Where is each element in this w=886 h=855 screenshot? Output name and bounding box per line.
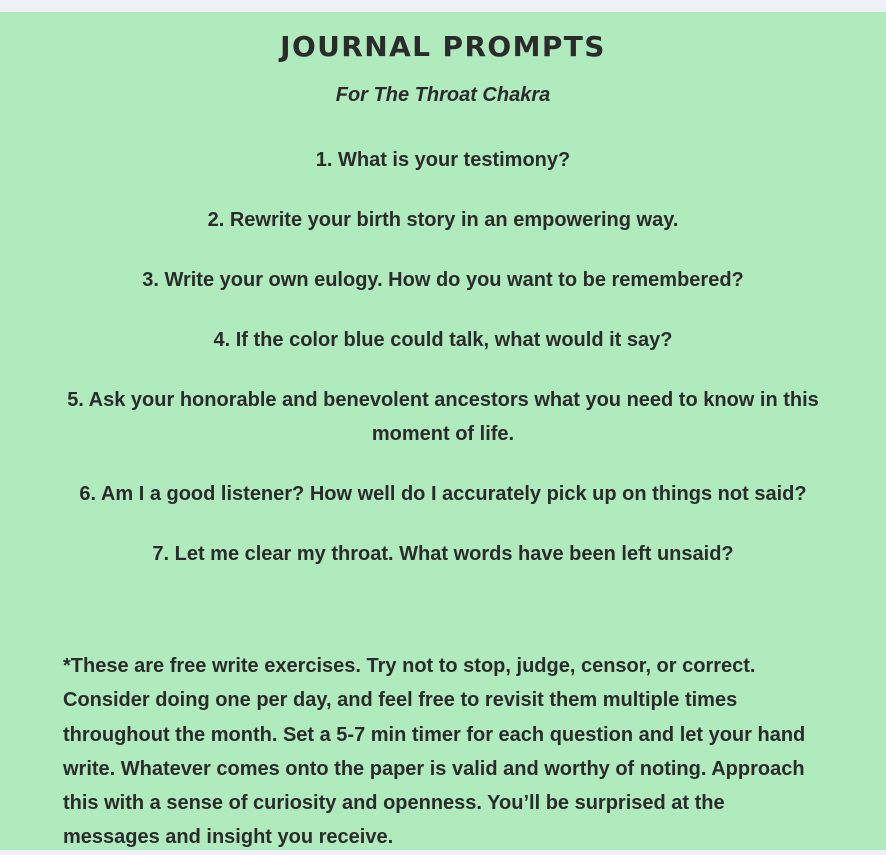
- prompt-item-3: 3. Write your own eulogy. How do you want to be remembered?: [142, 269, 744, 291]
- prompt-item-4: 4. If the color blue could talk, what would it say?: [213, 329, 673, 351]
- prompt-item-5: 5. Ask your honorable and benevolent ancestors what you need to know in this moment of life.: [67, 389, 819, 445]
- prompt-item-2: 2. Rewrite your birth story in an empowering way.: [207, 209, 679, 231]
- journal-card: [0, 12, 886, 850]
- prompt-item-1: 1. What is your testimony?: [315, 149, 571, 171]
- page-subtitle: For The Throat Chakra: [335, 84, 551, 106]
- prompt-item-7: 7. Let me clear my throat. What words have been left unsaid?: [152, 543, 734, 565]
- page-title: JOURNAL PROMPTS: [280, 30, 606, 63]
- prompt-item-6: 6. Am I a good listener? How well do I accurately pick up on things not said?: [79, 483, 807, 505]
- instructions-note: *These are free write exercises. Try not to stop, judge, censor, or correct. Consider doing one per day, and feel free to revisit them multiple times throughout the month. Set a 5-7 min timer for each question and let your hand write. Whatever comes onto the paper is valid and worthy of noting. Approach this with a sense of curiosity and openness. You’ll be surprised at the messages and insight you receive.: [63, 655, 806, 849]
- prompt-list: [0, 143, 886, 597]
